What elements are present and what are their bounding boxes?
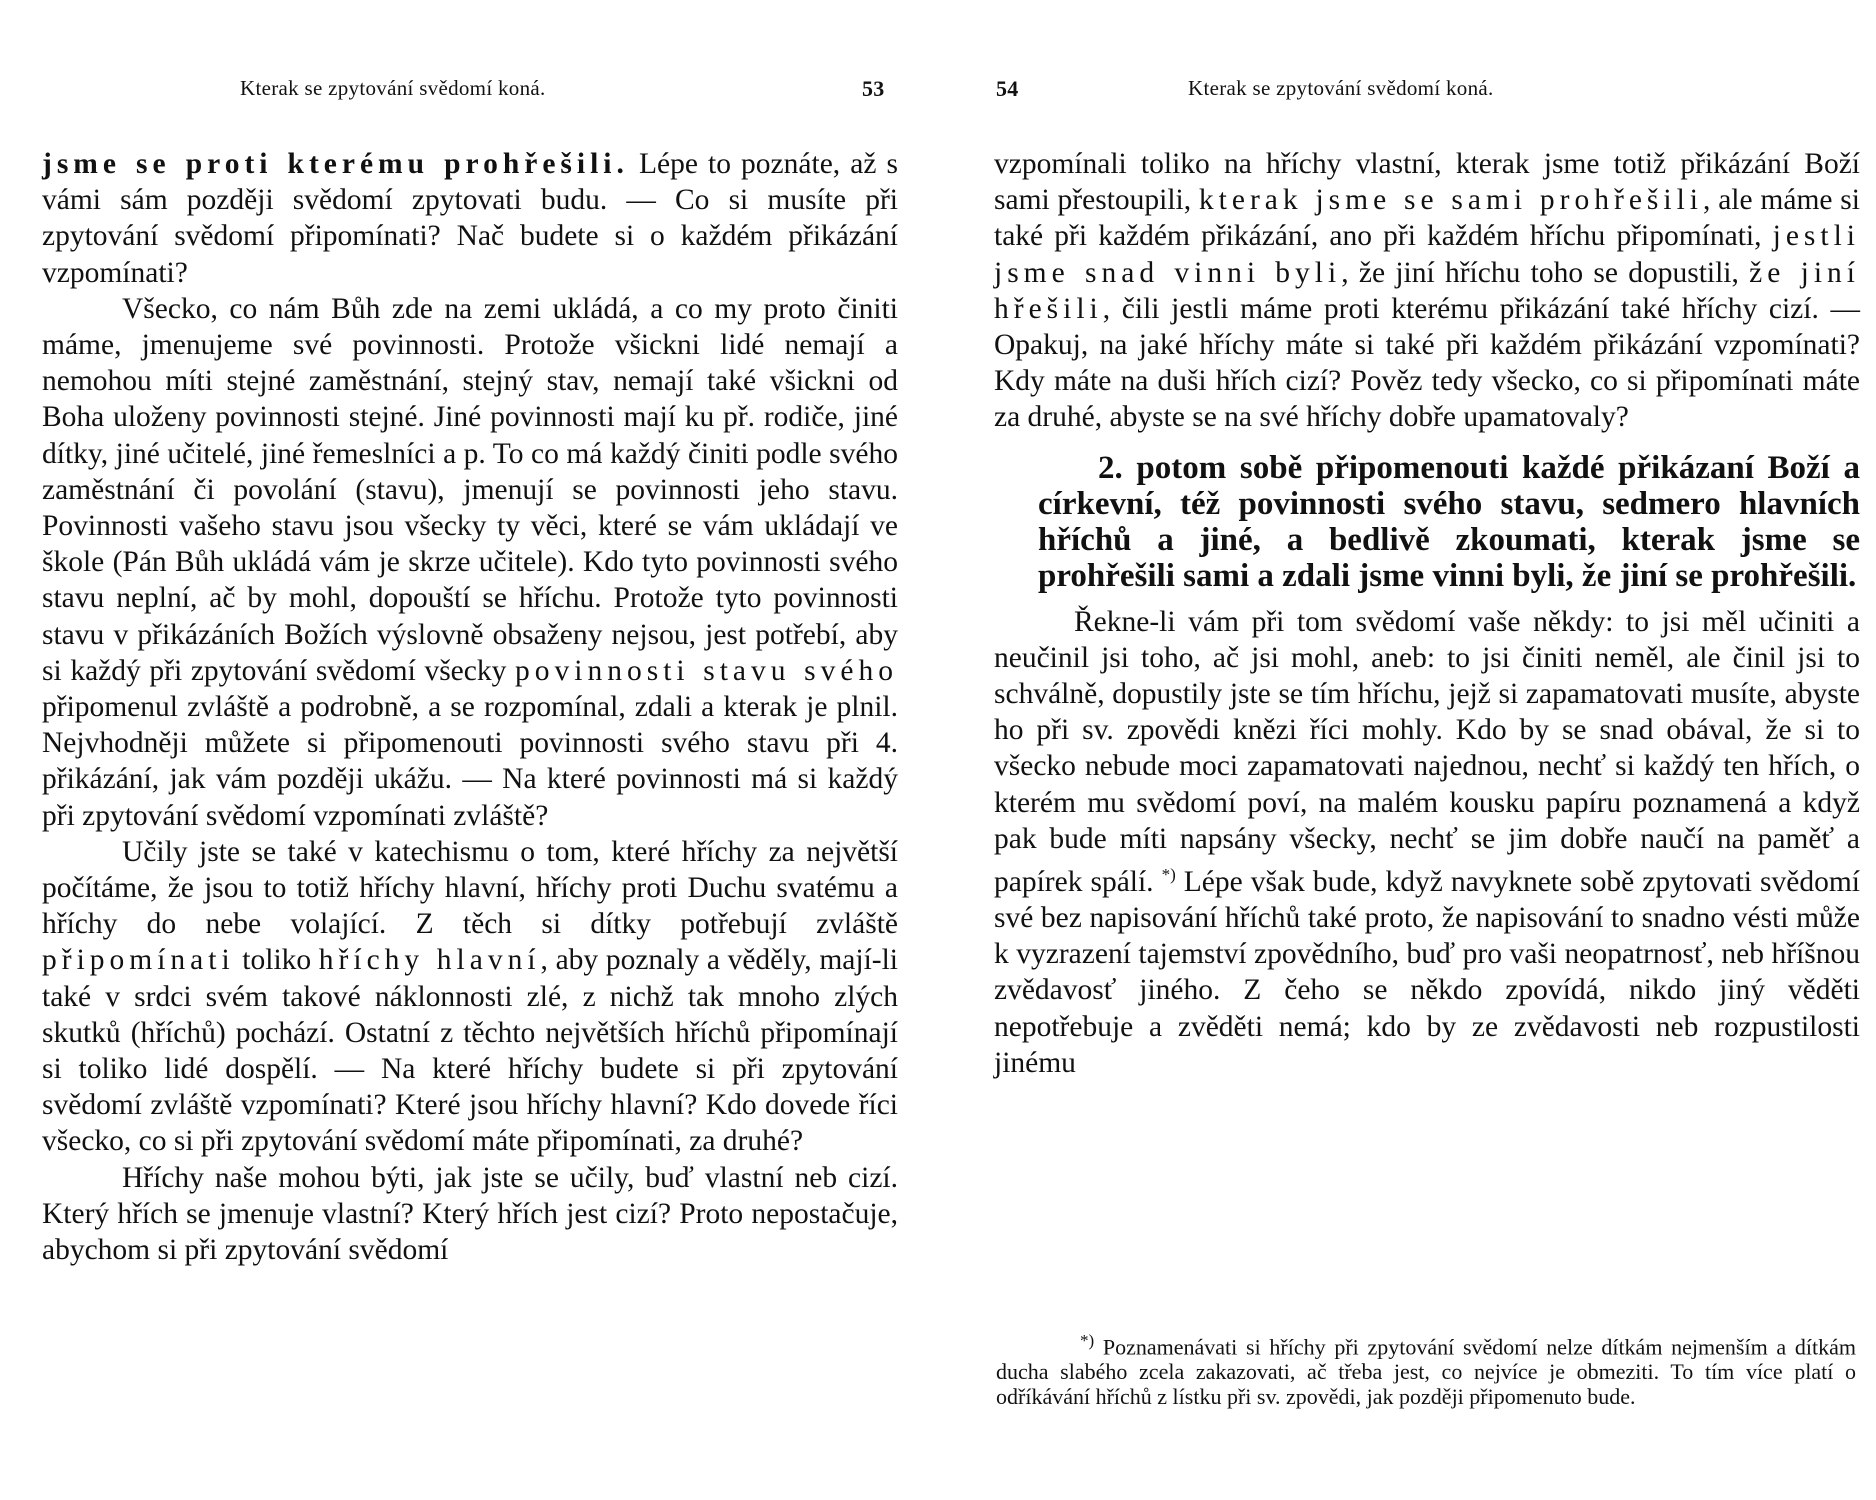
spaced-text: jestli jsme snad vinni byli	[994, 220, 1860, 289]
spaced-text: povinnosti stavu svého	[515, 654, 898, 687]
spaced-text: že jiní hřešili	[994, 256, 1860, 325]
right-running-head: Kterak se zpytování svědomí koná.	[1188, 76, 1494, 100]
paragraph-text: , aby poznaly a věděly, mají-li také v srdci svém takové náklonnosti zlé, z nichž tak mnoho zlých skutků (hříchů) pochází. Ostatní z těchto největších hříchů připomínají si toliko lidé dospělí. — Na které hříchy budete si při zpytování svědomí zvláště vzpomínati? Které jsou hříchy hlavní? Kdo dovede říci všecko, co si při zpytování svědomí máte připomínati, za druhé?	[42, 944, 898, 1158]
footnote-mark: *)	[1080, 1331, 1095, 1350]
footnote	[996, 1328, 1856, 1409]
paragraph	[994, 604, 1860, 1081]
paragraph-text: Všecko, co nám Bůh zde na zemi ukládá, a co my proto činiti máme, jmenujeme své povinnosti. Protože všickni lidé nemají a nemohou míti stejné zaměstnání, stejný stav, nemají také všickni od Boha uloženy povinnosti stejné. Jiné povinnosti mají ku př. rodiče, jiné dítky, jiné učitelé, jiné řemeslníci a p. To co má každý činiti podle svého zaměstnání či povolání (stavu), jmenují se povinnosti jeho stavu. Povinnosti vašeho stavu jsou všecky ty věci, které se vám ukládají ve škole (Pán Bůh ukládá vám je skrze učitele). Kdo tyto povinnosti svého stavu neplní, ač by mohl, dopouští se hříchu. Protože tyto povinnosti stavu v přikázáních Božích výslovně obsaženy nejsou, jest potřebí, aby si každý při zpytování svědomí všecky	[42, 292, 898, 687]
paragraph	[42, 1160, 898, 1269]
footnote-reference: *)	[1161, 865, 1176, 885]
paragraph-text: toliko	[234, 944, 319, 977]
paragraph	[42, 146, 898, 291]
paragraph-text: Řekne-li vám při tom svědomí vaše někdy: to jsi měl učiniti a neučinil jsi toho, ač jsi mohl, aneb: to jsi činiti neměl, ale činil jsi to schválně, dopustily jste se tím hříchu, jejž si zapamatovati musíte, abyste ho při sv. zpovědi knězi říci mohly. Kdo by se snad obával, že si to všecko nebude moci zapamatovati najednou, nechť si každý ten hřích, o kterém mu svědomí poví, na malém kousku papíru poznamená a když pak bude míti napsány všecky, nechť se jim dobře naučí na paměť a papírek spálí.	[994, 605, 1860, 898]
right-page-number: 54	[996, 76, 1019, 101]
spaced-text: kterak jsme se sami prohřešili	[1198, 184, 1703, 217]
paragraph-text: , ale máme si také při každém přikázání, ano při každém hříchu připomínati,	[994, 184, 1860, 253]
left-page-number: 53	[862, 76, 885, 101]
paragraph	[42, 834, 898, 1160]
paragraph	[994, 146, 1860, 436]
paragraph-text: připomenul zvláště a podrobně, a se rozpomínal, zdali a kterak je plnil. Nejvhodněji můžete si připomenouti povinnosti svého stavu při 4. přikázání, jak vám později ukážu. — Na které povinnosti má si každý při zpytování svědomí vzpomínati zvláště?	[42, 691, 898, 832]
right-page	[938, 0, 1876, 1500]
paragraph-text: Lépe to poznáte, až s vámi sám později svědomí zpytovati budu. — Co si musíte při zpytování svědomí připomínati? Nač budete si o každém přikázání vzpomínati?	[42, 148, 899, 289]
left-body-text	[42, 146, 898, 1268]
spaced-text: hříchy hlavní	[318, 944, 541, 977]
footnote-text: Poznamenávati si hříchy při zpytování svědomí nelze dítkám nejmenším a dítkám ducha slabého zcela zakazovati, ač třeba jest, co nejvíce je obmeziti. To tím více platí o odříkávání hříchů z lístku při sv. zpovědi, jak později připomenuto bude.	[996, 1334, 1856, 1410]
paragraph-text: Hříchy naše mohou býti, jak jste se učily, buď vlastní neb cizí. Který hřích se jmenuje vlastní? Který hřích jest cizí? Proto nepostačuje, abychom si při zpytování svědomí	[42, 1161, 898, 1267]
paragraph-text: Učily jste se také v katechismu o tom, které hříchy za největší počítáme, že jsou to totiž hříchy hlavní, hříchy proti Duchu svatému a hříchy do nebe volající. Z těch si dítky potřebují zvláště	[42, 835, 898, 941]
paragraph-text: , že jiní hříchu toho se dopustili,	[1341, 256, 1750, 289]
paragraph-text: Lépe však bude, když navyknete sobě zpytovati svědomí své bez napisování hříchů také proto, že napisování to snadno vésti může k vyzrazení tajemství zpovědního, buď pro vaši neopatrnosť, neb hříšnou zvědavosť jiného. Z čeho se někdo zpovídá, nikdo jiný věděti nepotřebuje a zvěděti nemá; kdo by ze zvědavosti neb rozpustilosti jinému	[994, 865, 1860, 1079]
right-body-text	[994, 146, 1860, 1081]
paragraph	[42, 291, 898, 834]
spaced-text: připomínati	[42, 944, 235, 977]
paragraph-text: , čili jestli máme proti kterému přikázání také hříchy cizí. — Opakuj, na jaké hříchy máte si také při každém přikázání vzpomínati? Kdy máte na duši hřích cizí? Pověz tedy všecko, co si připomínati máte za druhé, abyste se na své hříchy dobře upamatovaly?	[994, 292, 1860, 434]
paragraph-text: vzpomínali toliko na hříchy vlastní, kterak jsme totiž přikázání Boží sami přestoupili,	[994, 148, 1860, 217]
section-heading: 2. potom sobě připomenouti každé přikázaní Boží a církevní, též povinnosti svého stavu, sedmero hlavních hříchů a jiné, a bedlivě zkoumati, kterak jsme se prohřešili sami a zdali jsme vinni byli, že jiní se prohřešili.	[1038, 449, 1860, 594]
left-running-head: Kterak se zpytování svědomí koná.	[240, 76, 546, 100]
spaced-text: jsme se proti kterému prohřešili.	[42, 148, 629, 180]
